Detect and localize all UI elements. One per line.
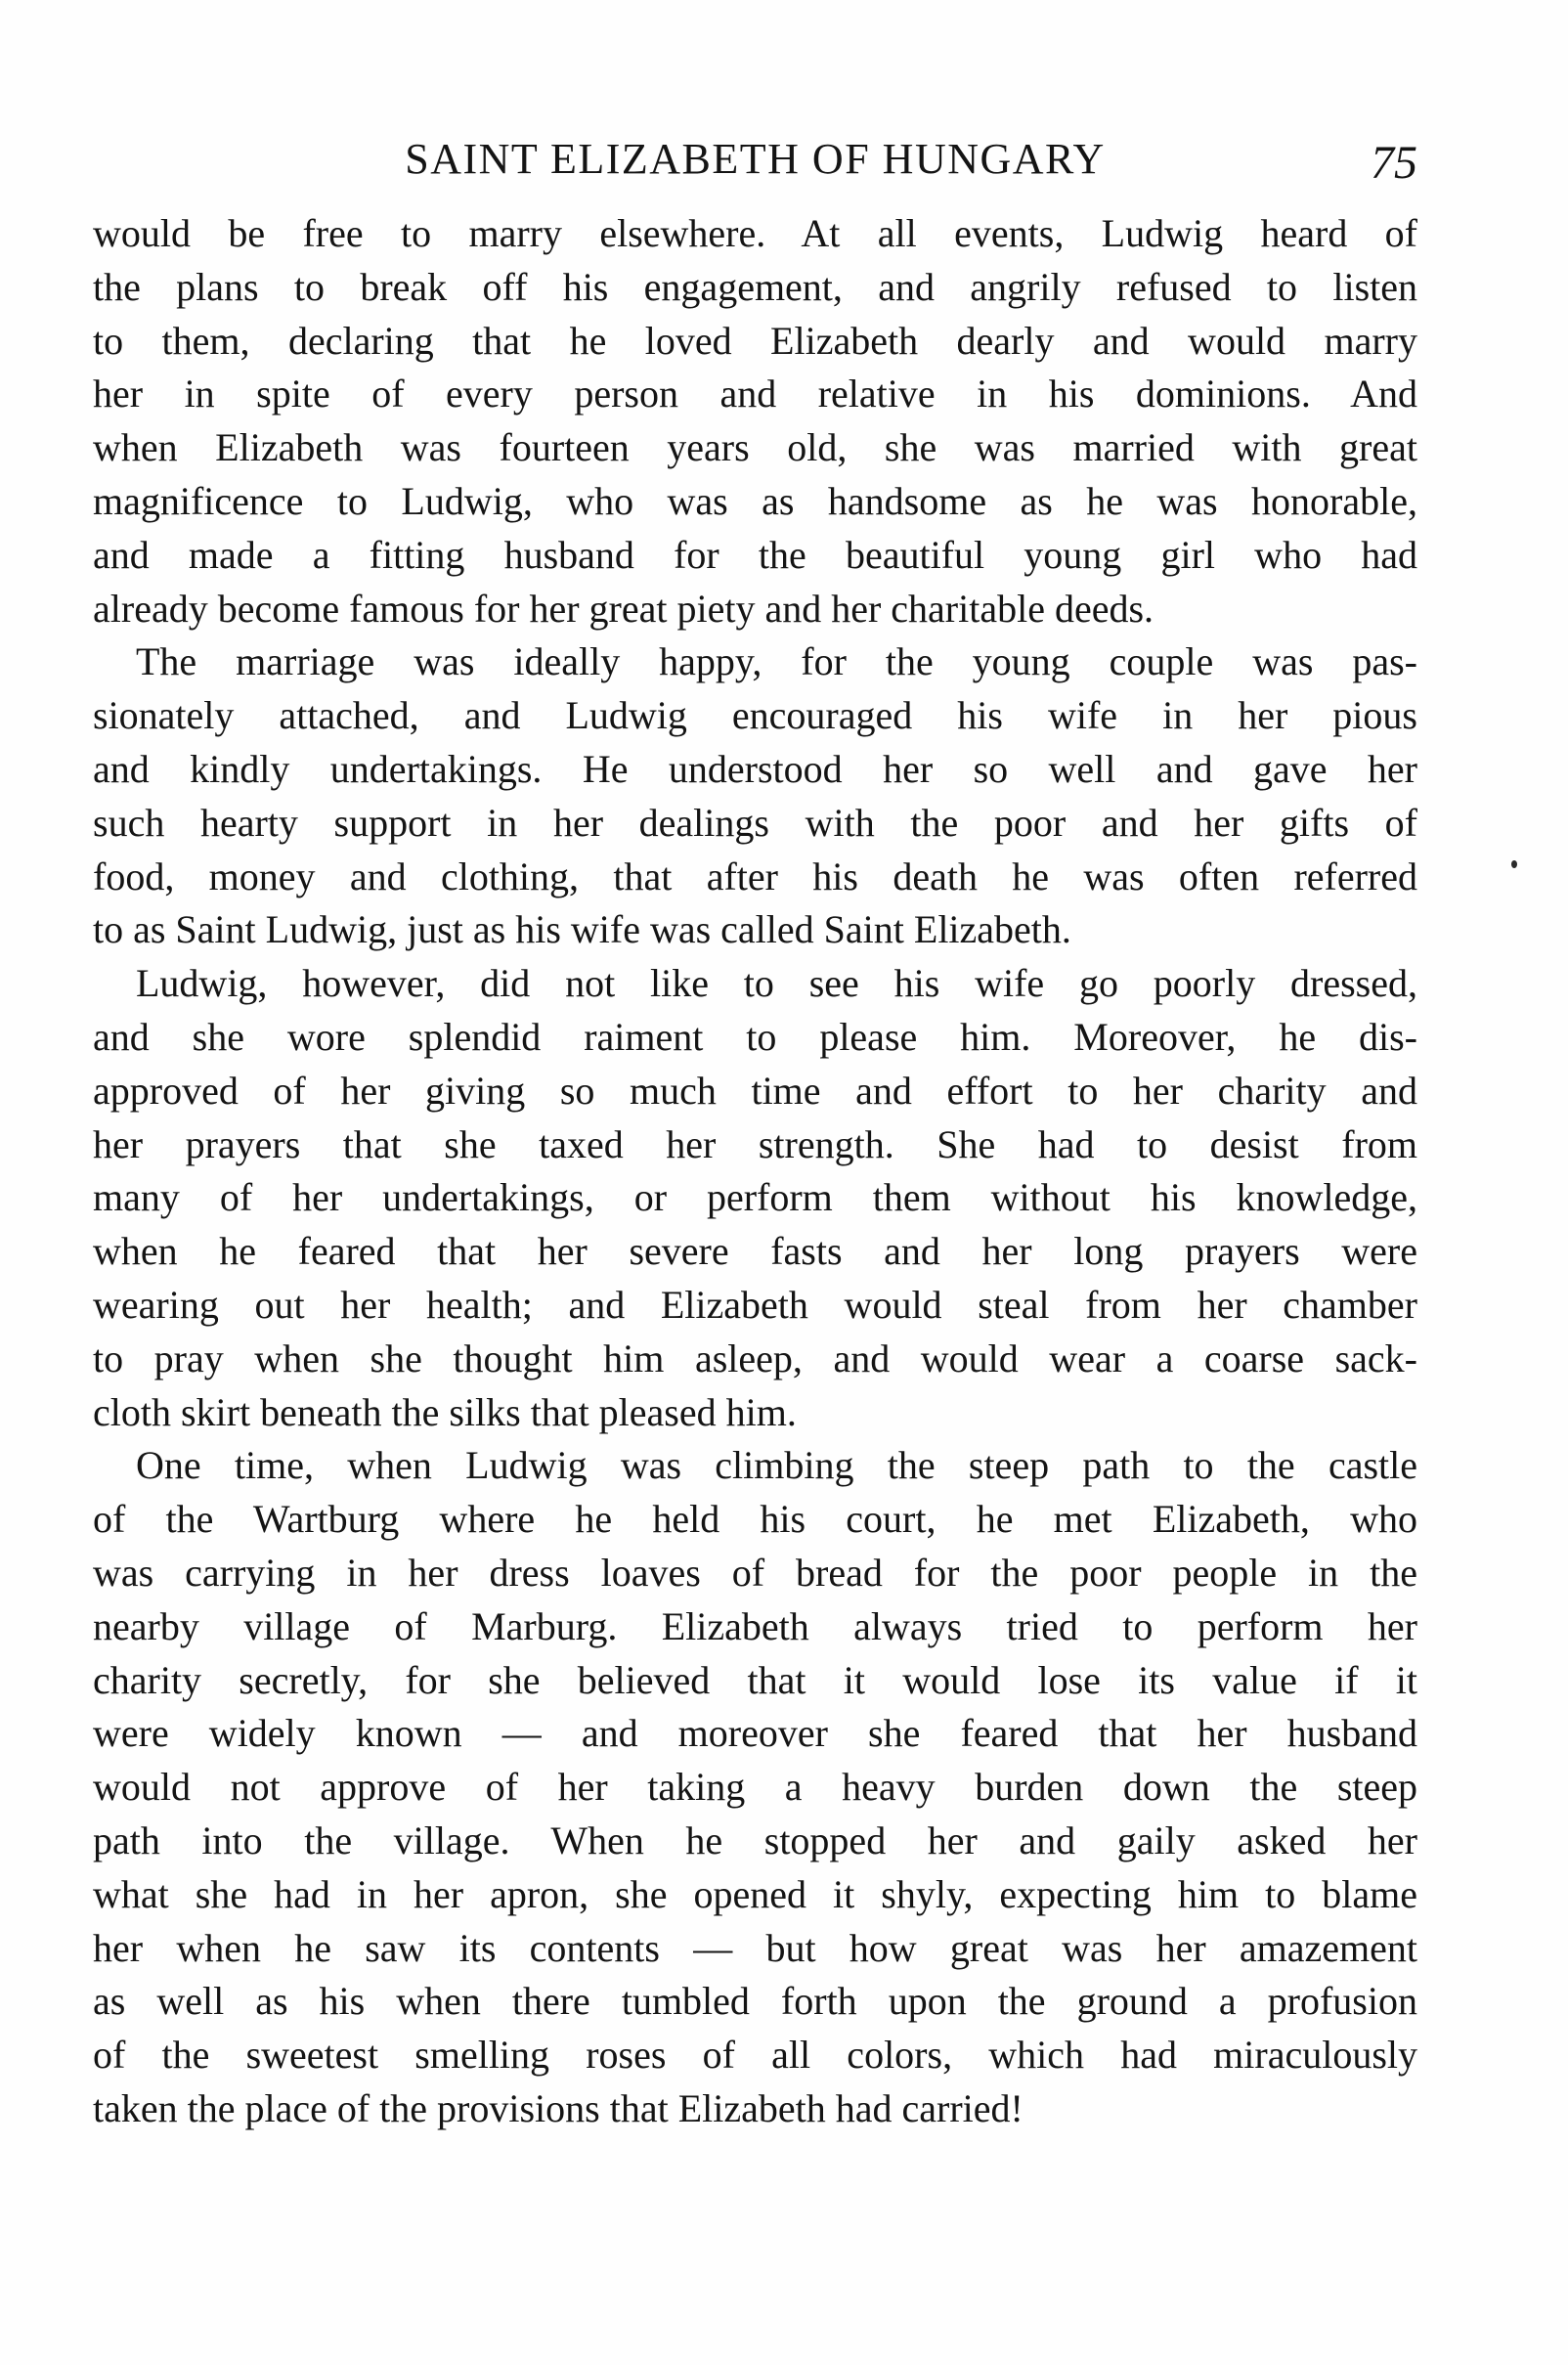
running-head: [93, 125, 1417, 194]
paragraph: [93, 1439, 1417, 2135]
body-text: [93, 207, 1417, 2136]
text-line: approved of her giving so much time and effort to her charity and: [93, 1068, 1417, 1113]
running-title: SAINT ELIZABETH OF HUNGARY: [405, 135, 1106, 183]
text-line: to as Saint Ludwig, just as his wife was called Saint Elizabeth.: [93, 907, 1071, 952]
text-line: and kindly undertakings. He understood her so well and gave her: [93, 746, 1417, 791]
text-line: of the sweetest smelling roses of all colors, which had miraculously: [93, 2033, 1417, 2078]
text-line: as well as his when there tumbled forth upon the ground a profusion: [93, 1979, 1417, 2024]
text-line: such hearty support in her dealings with the poor and her gifts of: [93, 800, 1417, 845]
text-line: charity secretly, for she believed that it would lose its value if it: [93, 1657, 1417, 1702]
paragraph: [93, 207, 1417, 635]
text-line: the plans to break off his engagement, and angrily refused to listen: [93, 264, 1417, 309]
text-line: would be free to marry elsewhere. At all events, Ludwig heard of: [93, 211, 1417, 255]
text-line: her in spite of every person and relative in his dominions. And: [93, 372, 1417, 416]
text-line: her prayers that she taxed her strength. She had to desist from: [93, 1121, 1417, 1166]
text-line: would not approve of her taking a heavy burden down the steep: [93, 1765, 1417, 1810]
text-line: One time, when Ludwig was climbing the steep path to the castle: [136, 1443, 1417, 1488]
text-line: to pray when she thought him asleep, and would wear a coarse sack-: [93, 1336, 1417, 1380]
ink-speck: [1511, 860, 1517, 868]
page-number: 75: [1371, 137, 1417, 189]
text-line: when he feared that her severe fasts and her long prayers were: [93, 1229, 1417, 1274]
text-line: were widely known — and moreover she feared that her husband: [93, 1711, 1417, 1756]
text-line: what she had in her apron, she opened it shyly, expecting him to blame: [93, 1871, 1417, 1916]
text-line: many of her undertakings, or perform them without his knowledge,: [93, 1175, 1417, 1220]
paragraph: [93, 957, 1417, 1439]
text-line: and she wore splendid raiment to please him. Moreover, he dis-: [93, 1014, 1417, 1059]
text-line: nearby village of Marburg. Elizabeth always tried to perform her: [93, 1603, 1417, 1648]
text-line: food, money and clothing, that after his death he was often referred: [93, 854, 1417, 898]
text-line: cloth skirt beneath the silks that pleased him.: [93, 1389, 797, 1434]
text-line: path into the village. When he stopped her and gaily asked her: [93, 1818, 1417, 1862]
text-line: and made a fitting husband for the beautiful young girl who had: [93, 532, 1417, 577]
text-line: was carrying in her dress loaves of bread for the poor people in the: [93, 1550, 1417, 1595]
text-line: sionately attached, and Ludwig encouraged his wife in her pious: [93, 693, 1417, 738]
text-line: The marriage was ideally happy, for the young couple was pas-: [136, 639, 1417, 684]
text-line: to them, declaring that he loved Elizabeth dearly and would marry: [93, 318, 1417, 363]
text-line: taken the place of the provisions that Elizabeth had carried!: [93, 2085, 1024, 2130]
text-line: her when he saw its contents — but how great was her amazement: [93, 1925, 1417, 1970]
text-line: when Elizabeth was fourteen years old, she was married with great: [93, 425, 1417, 470]
text-line: wearing out her health; and Elizabeth would steal from her chamber: [93, 1282, 1417, 1327]
paragraph: [93, 635, 1417, 957]
text-line: Ludwig, however, did not like to see his wife go poorly dressed,: [136, 961, 1417, 1006]
text-line: magnificence to Ludwig, who was as handsome as he was honorable,: [93, 478, 1417, 523]
text-line: of the Wartburg where he held his court, he met Elizabeth, who: [93, 1497, 1417, 1542]
text-line: already become famous for her great piety and her charitable deeds.: [93, 586, 1154, 631]
